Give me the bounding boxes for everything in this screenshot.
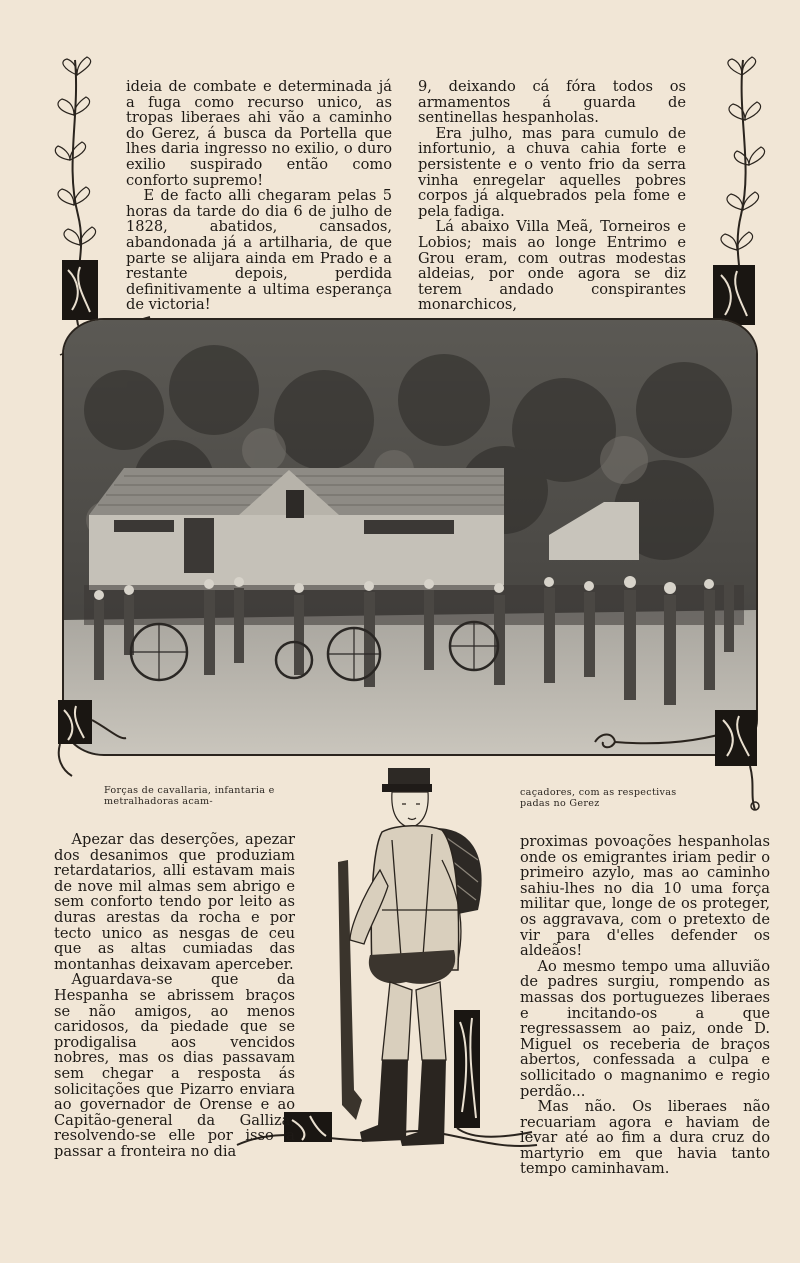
paragraph: ideia de combate e determinada já a fuga como recurso unico, as tropas liberaes ahi vão a caminho do Gerez, á busca da Portella que lhes daria ingresso no exilio, o duro exilio suspirado então como conforto supremo! [126,78,392,189]
text-column-top-right [418,79,686,313]
text-column-bottom-left [54,832,295,1159]
caption-left: Forças de cavallaria, infantaria e metralhadoras acam- [104,785,275,807]
text-column-bottom-right [520,834,770,1177]
paragraph: Era julho, mas para cumulo de infortunio, a chuva cahia forte e persistente e o vento frio da serra vinha enregelar aquelles pobres corpos já alquebrados pela fome e pela fadiga. [418,124,686,220]
paragraph: Aguardava-se que da Hespanha se abrissem braços se não amigos, ao menos caridosos, da piedade que se prodigalisa aos vencidos nobres, mas os dias passavam sem chegar a resposta ás solicitações que Pizarro enviara ao governador de Orense e ao Capitão-general da Galliza, resolvendo-se elle por isso a passar a fronteira no dia [54,971,295,1160]
paragraph: E de facto alli chegaram pelas 5 horas da tarde do dia 6 de julho de 1828, abatidos, cansados, abandonada já a artilharia, de que parte se alijara ainda em Prado e a restante depois, perdida definitivamente a ultima esperança de victoria! [126,187,392,314]
paragraph: 9, deixando cá fóra todos os armamentos á guarda de sentinellas hespanholas. [418,78,686,127]
text-column-top-left [126,79,392,313]
paragraph: Apezar das deserções, apezar dos desanimos que produziam retardatarios, alli estavam mais de nove mil almas sem abrigo e sem conforto tendo por leito as duras arestas da rocha e por tecto unico as nesgas de ceu que as altas cumiadas das montanhas deixavam aperceber. [54,831,295,973]
paragraph: proximas povoações hespanholas onde os emigrantes iriam pedir o primeiro azylo, mas ao caminho sahiu-lhes no dia 10 uma força militar que, longe de os proteger, os aggravava, com o pretexto de vir para d'elles defender os aldeãos! [520,833,770,960]
flourish-bottom-left [50,680,130,780]
caption-right: caçadores, com as respectivas padas no Gerez [520,787,677,809]
paragraph: Ao mesmo tempo uma alluvião de padres surgiu, rompendo as massas dos portuguezes liberaes e incitando-os a que regressassem ao paiz, onde D. Miguel os receberia de braços abertos, confessada a culpa e sollicitado o magnanimo e regio perdão... [520,957,770,1100]
paragraph: Lá abaixo Villa Meã, Torneiros e Lobios; mais ao longe Entrimo e Grou eram, com outras modestas aldeias, por onde agora se diz terem andado conspirantes monarchicos, [418,218,686,314]
paragraph: Mas não. Os liberaes não recuariam agora e haviam de levar até ao fim a dura cruz do martyrio em que havia tanto tempo caminhavam. [520,1098,770,1178]
